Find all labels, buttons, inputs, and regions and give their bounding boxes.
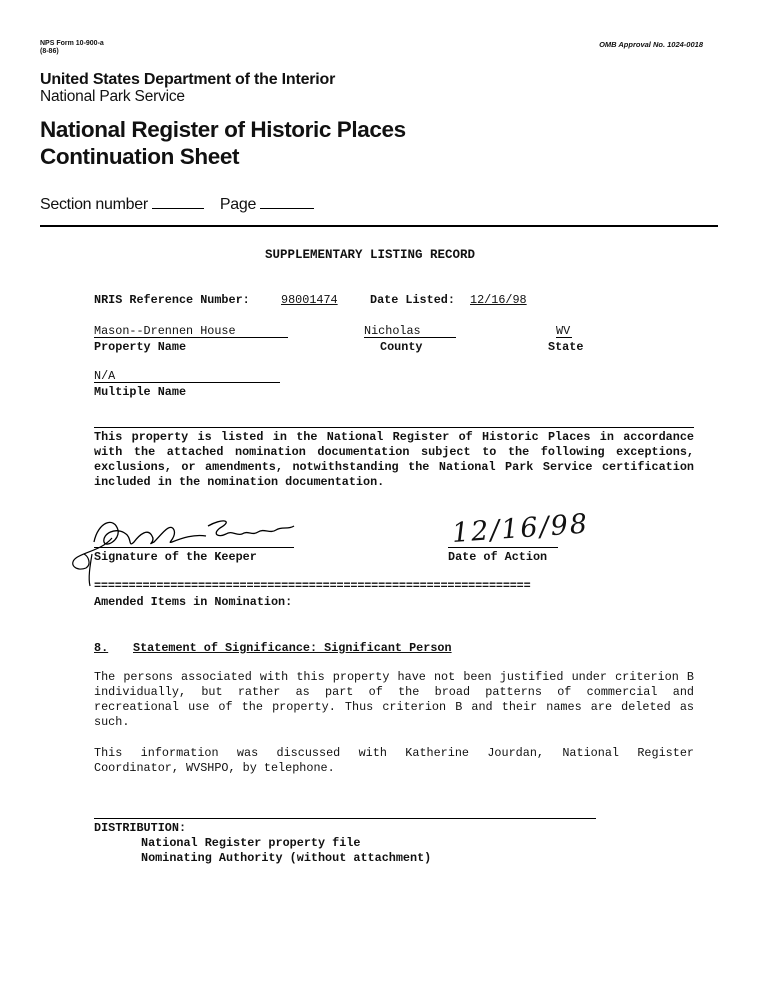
date-of-action-handwritten: 12/16/98 xyxy=(450,508,591,549)
omb-approval: OMB Approval No. 1024-0018 xyxy=(599,40,703,49)
form-number: NPS Form 10-900-a (8-86) xyxy=(40,40,104,55)
county-label: County xyxy=(380,340,423,354)
signature-label: Signature of the Keeper xyxy=(94,550,257,564)
state-line xyxy=(556,337,572,338)
signature-line xyxy=(94,547,294,548)
nris-value: 98001474 xyxy=(281,293,338,307)
distribution-rule xyxy=(94,818,596,819)
property-name-line xyxy=(94,337,288,338)
distribution-item: Nominating Authority (without attachment) xyxy=(141,851,432,865)
amended-items-label: Amended Items in Nomination: xyxy=(94,595,293,609)
page-number-blank xyxy=(260,207,314,209)
distribution-label: DISTRIBUTION: xyxy=(94,821,187,835)
record-heading: SUPPLEMENTARY LISTING RECORD xyxy=(265,248,476,262)
property-name-value: Mason--Drennen House xyxy=(94,324,236,338)
service-name: National Park Service xyxy=(40,88,185,105)
multiple-name-value: N/A xyxy=(94,369,116,383)
amendment-section-number: 8. xyxy=(94,641,109,655)
amendment-section-title: Statement of Significance: Significant Person xyxy=(133,641,452,655)
keeper-signature xyxy=(62,508,302,590)
department-name: United States Department of the Interior xyxy=(40,71,336,88)
certification-rule xyxy=(94,427,694,428)
date-of-action-line xyxy=(448,547,558,548)
amendment-paragraph-1: The persons associated with this property have not been justified under criterion B individually, but rather as part of the broad patterns of commercial and recreational use of the property. Thus criterion B and their names are deleted as such. xyxy=(94,670,694,729)
nris-label: NRIS Reference Number: xyxy=(94,293,250,307)
distribution-item: National Register property file xyxy=(141,836,361,850)
section-number-label: Section number xyxy=(40,196,148,213)
separator-line: =============================================================== xyxy=(94,579,531,593)
page-title: National Register of Historic Places xyxy=(40,117,406,142)
county-line xyxy=(364,337,456,338)
section-page-row xyxy=(40,196,314,214)
page-subtitle: Continuation Sheet xyxy=(40,144,240,169)
page-label: Page xyxy=(219,196,257,213)
header-rule xyxy=(40,225,718,227)
date-listed-label: Date Listed: xyxy=(370,293,455,307)
property-name-label: Property Name xyxy=(94,340,187,354)
county-value: Nicholas xyxy=(364,324,421,338)
state-label: State xyxy=(548,340,584,354)
date-of-action-label: Date of Action xyxy=(448,550,548,564)
multiple-name-label: Multiple Name xyxy=(94,385,187,399)
certification-text: This property is listed in the National Register of Historic Places in accordance with the attached nomination documentation subject to the following exceptions, exclusions, or amendments, notwithstanding the National Park Service certification included in the nomination documentation. xyxy=(94,430,694,489)
section-number-blank xyxy=(152,207,204,209)
multiple-name-line xyxy=(94,382,280,383)
state-value: WV xyxy=(556,324,571,338)
amendment-paragraph-2: This information was discussed with Katherine Jourdan, National Register Coordinator, WVSHPO, by telephone. xyxy=(94,746,694,775)
date-listed-value: 12/16/98 xyxy=(470,293,527,307)
